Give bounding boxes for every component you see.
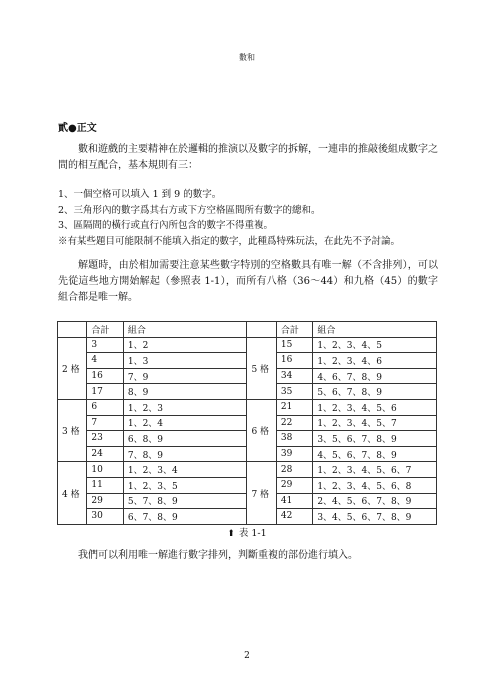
combo-cell: 5、6、7、8、9: [313, 384, 437, 400]
combo-cell: 1、2: [123, 337, 247, 353]
table-row: [58, 399, 437, 415]
sum-cell: 29: [276, 477, 312, 493]
sum-cell: 39: [276, 446, 312, 462]
closing-paragraph: 我們可以利用唯一解進行數字排列，判斷重複的部份進行填入。: [78, 550, 358, 561]
combo-cell: 3、4、5、6、7、8、9: [313, 509, 437, 525]
sum-cell: 22: [276, 415, 312, 431]
combo-cell: 1、2、3、4、5、6、8: [313, 477, 437, 493]
rule-item: 2、三角形內的數字爲其右方或下方空格區間所有數字的總和。: [58, 204, 321, 216]
section-title: 貳●正文: [58, 123, 97, 134]
combo-cell: 8、9: [123, 384, 247, 400]
sum-cell: 7: [87, 415, 123, 431]
header-sum: 合計: [87, 322, 123, 338]
combo-cell: 5、7、8、9: [123, 493, 247, 509]
table-row: [58, 462, 437, 478]
sum-cell: 41: [276, 493, 312, 509]
intro-paragraph: 數和遊戲的主要精神在於邏輯的推演以及數字的拆解，一連串的推敲後組成數字之間的相互配合，基本規則有三：: [58, 144, 438, 171]
sum-cell: 29: [87, 493, 123, 509]
combo-cell: 2、4、5、6、7、8、9: [313, 493, 437, 509]
combo-cell: 1、2、3、4、6: [313, 353, 437, 369]
cell-count-label: 5 格: [247, 337, 276, 399]
sum-cell: 10: [87, 462, 123, 478]
combo-cell: 1、2、3: [123, 399, 247, 415]
combo-cell: 1、2、3、5: [123, 477, 247, 493]
sum-cell: 38: [276, 431, 312, 447]
rule-item: 1、一個空格可以填入 1 到 9 的數字。: [58, 189, 222, 200]
rule-note: ※有某些題目可能限制不能填入指定的數字，此種爲特殊玩法，在此先不予討論。: [58, 235, 401, 247]
combo-cell: 1、3: [123, 353, 247, 369]
sum-cell: 15: [276, 337, 312, 353]
sum-cell: 3: [87, 337, 123, 353]
combo-cell: 6、7、8、9: [123, 509, 247, 525]
up-arrow-icon: ⬆: [227, 529, 235, 539]
header-blank: [247, 322, 276, 338]
sum-cell: 16: [276, 353, 312, 369]
combo-cell: 1、2、3、4、5、6: [313, 399, 437, 415]
table-body: [58, 337, 437, 524]
combo-cell: 6、8、9: [123, 431, 247, 447]
cell-count-label: 2 格: [58, 337, 87, 399]
combo-cell: 3、5、6、7、8、9: [313, 431, 437, 447]
table-caption: [0, 525, 494, 539]
page-header: 數和: [239, 53, 255, 62]
sum-cell: 23: [87, 431, 123, 447]
combo-cell: 7、8、9: [123, 446, 247, 462]
combo-cell: 1、2、3、4、5: [313, 337, 437, 353]
combo-cell: 4、5、6、7、8、9: [313, 446, 437, 462]
sum-cell: 30: [87, 509, 123, 525]
header-combo: 組合: [123, 322, 247, 338]
sum-cell: 16: [87, 368, 123, 384]
combo-cell: 1、2、4: [123, 415, 247, 431]
caption-text: 表 1-1: [238, 528, 267, 539]
page-number: 2: [244, 651, 250, 661]
solving-paragraph: 解題時，由於相加需要注意某些數字特別的空格數具有唯一解（不含排列），可以先從這些地方開始解起（參照表 1-1），而所有八格（36～44）和九格（45）的數字組合都是唯一解。: [58, 260, 438, 303]
rules-list: [58, 187, 438, 249]
header-combo: 組合: [313, 322, 437, 338]
table-header-row: [58, 322, 437, 338]
header-blank: [58, 322, 87, 338]
combo-cell: 1、2、3、4、5、7: [313, 415, 437, 431]
combo-cell: 7、9: [123, 368, 247, 384]
cell-count-label: 3 格: [58, 399, 87, 461]
sum-cell: 35: [276, 384, 312, 400]
rule-item: 3、區隔間的橫行或直行內所包含的數字不得重複。: [58, 220, 274, 231]
cell-count-label: 7 格: [247, 462, 276, 524]
sum-cell: 42: [276, 509, 312, 525]
table-row: [58, 337, 437, 353]
sum-cell: 11: [87, 477, 123, 493]
sum-cell: 6: [87, 399, 123, 415]
sum-cell: 24: [87, 446, 123, 462]
sum-cell: 21: [276, 399, 312, 415]
cell-count-label: 4 格: [58, 462, 87, 524]
combo-cell: 1、2、3、4、5、6、7: [313, 462, 437, 478]
combo-cell: 4、6、7、8、9: [313, 368, 437, 384]
combination-table: [57, 321, 437, 525]
sum-cell: 28: [276, 462, 312, 478]
header-sum: 合計: [276, 322, 312, 338]
combo-cell: 1、2、3、4: [123, 462, 247, 478]
cell-count-label: 6 格: [247, 399, 276, 461]
sum-cell: 17: [87, 384, 123, 400]
sum-cell: 4: [87, 353, 123, 369]
sum-cell: 34: [276, 368, 312, 384]
